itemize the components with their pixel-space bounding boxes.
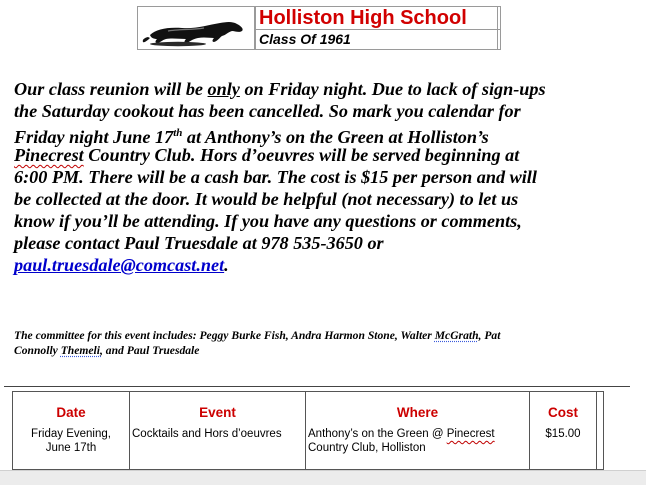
class-year-subtitle: Class Of 1961 <box>255 30 501 50</box>
committee-text: Connolly <box>14 344 61 357</box>
ordinal-suffix: th <box>173 127 183 139</box>
cost-column <box>530 392 597 469</box>
section-divider <box>4 386 630 387</box>
where-column <box>306 392 530 469</box>
announcement-text: . <box>224 255 229 275</box>
announcement-text: Friday night June 17 <box>14 127 174 148</box>
table-edge-column <box>597 392 603 469</box>
event-table <box>12 391 604 470</box>
event-cell: Cocktails and Hors d’oeuvres <box>132 428 282 440</box>
committee-text: , Pat <box>478 329 501 342</box>
announcement-line <box>14 254 640 276</box>
committee-text: The committee for this event includes: Peggy Burke Fish, Andra Harmon Stone, Walter <box>14 329 435 342</box>
contact-email-link[interactable]: paul.truesdale@comcast.net <box>14 255 225 275</box>
announcement-line: be collected at the door. It would be helpful (not necessary) to let us <box>14 189 519 209</box>
spellcheck-word: Themeli, <box>60 344 103 357</box>
announcement-text: on Friday night. Due to lack of sign-ups <box>239 79 546 99</box>
where-text: Anthony’s on the Green @ <box>308 428 447 440</box>
date-line: June 17th <box>45 442 97 454</box>
column-header-event: Event <box>199 405 236 420</box>
date-cell <box>16 427 126 455</box>
announcement-line: the Saturday cookout has been cancelled. So mark you calendar for <box>14 101 521 121</box>
header-table-edge <box>497 6 501 50</box>
where-cell <box>308 427 526 455</box>
event-column <box>130 392 306 469</box>
spellcheck-word: Pinecrest <box>14 145 84 165</box>
announcement-text: Country Club. Hors d’oeuvres will be served beginning at <box>83 145 520 165</box>
announcement-line <box>14 122 640 148</box>
column-header-cost: Cost <box>548 405 578 420</box>
announcement-line: please contact Paul Truesdale at 978 535-3650 or <box>14 233 384 253</box>
date-line: Friday Evening, <box>31 428 111 440</box>
cost-cell: $15.00 <box>545 428 581 440</box>
column-header-date: Date <box>56 405 86 420</box>
where-line <box>308 427 526 441</box>
panther-figurine-icon <box>137 6 255 50</box>
where-line: Country Club, Holliston <box>308 442 426 454</box>
school-name-title: Holliston High School <box>255 6 501 30</box>
committee-text: and Paul Truesdale <box>102 344 200 357</box>
window-bottom-strip <box>0 470 646 485</box>
announcement-text: Our class reunion will be <box>14 79 208 99</box>
committee-note <box>14 328 640 358</box>
emphasis-only: only <box>207 79 240 99</box>
committee-line <box>14 328 640 343</box>
announcement-line: 6:00 PM. There will be a cash bar. The cost is $15 per person and will <box>14 167 537 187</box>
announcement-line <box>14 144 640 166</box>
column-header-where: Where <box>396 405 439 420</box>
spellcheck-word: Pinecrest <box>446 428 495 440</box>
reunion-announcement <box>14 78 640 276</box>
spellcheck-word: McGrath <box>434 329 479 342</box>
announcement-text: at Anthony’s on the Green at Holliston’s <box>182 127 489 148</box>
announcement-line: know if you’ll be attending. If you have any questions or comments, <box>14 211 522 231</box>
committee-line <box>14 343 640 358</box>
date-column <box>13 392 130 469</box>
announcement-line <box>14 78 640 100</box>
